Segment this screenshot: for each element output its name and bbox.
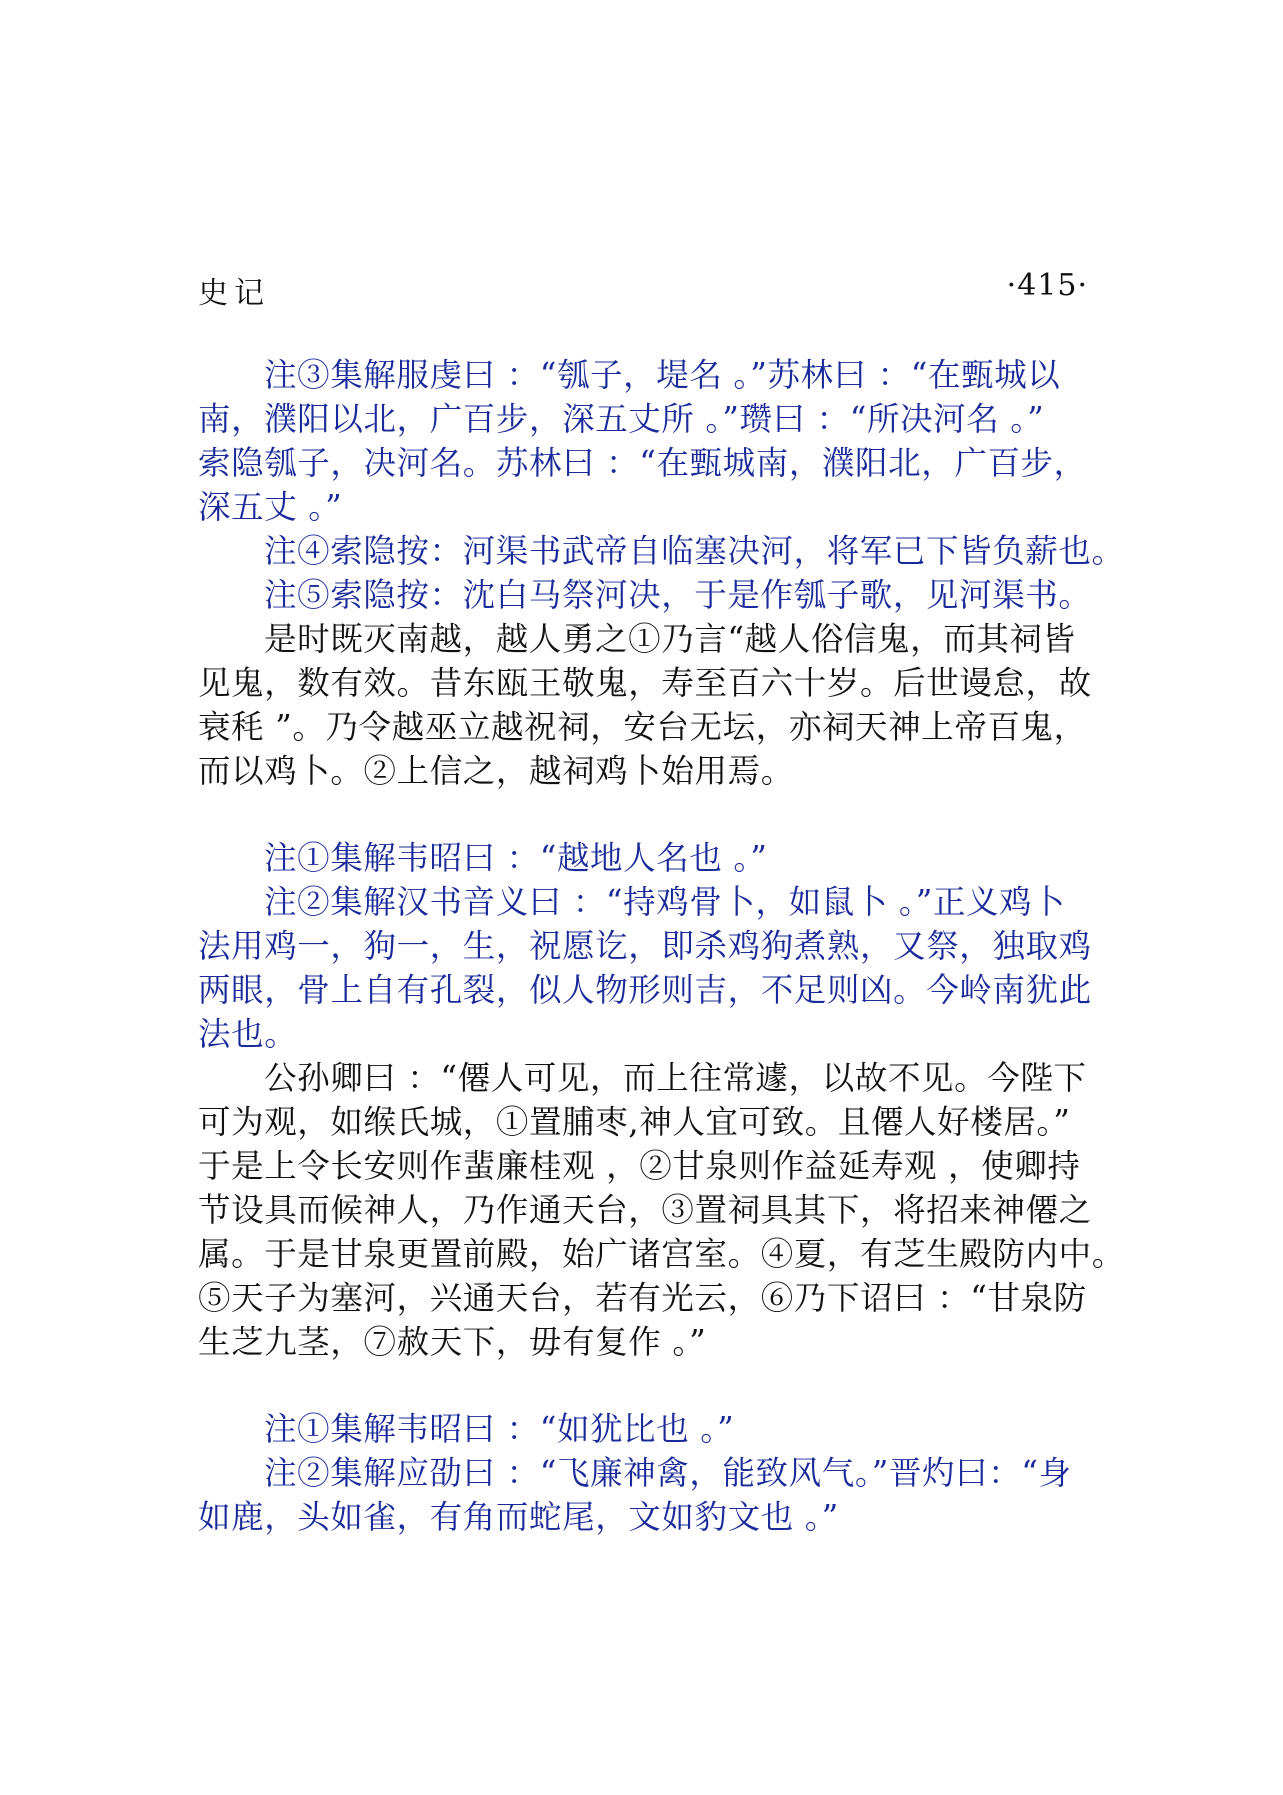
note-line: 注①集解韦昭曰 ：“如犹比也 。”	[264, 1410, 735, 1448]
note-line: 注④索隐按：河渠书武帝自临塞决河，将军已下皆负薪也。	[264, 532, 1125, 570]
book-title: 史记	[198, 276, 270, 311]
body-line: 节设具而候神人，乃作通天台，③置祠具其下，将招来神僊之	[198, 1191, 1092, 1229]
note-line: 注⑤索隐按：沈白马祭河决，于是作瓠子歌，见河渠书。	[264, 576, 1092, 614]
note-line: 如鹿，头如雀，有角而蛇尾，文如豹文也 。”	[198, 1498, 839, 1536]
note-line: 注③集解服虔曰 ：“瓠子，堤名 。”苏林曰 ：“在甄城以	[264, 356, 1061, 394]
body-line: ⑤天子为塞河，兴通天台，若有光云，⑥乃下诏曰 ：“甘泉防	[198, 1279, 1087, 1317]
body-line: 可为观，如缑氏城，①置脯枣,神人宜可致。且僊人好楼居。”	[198, 1103, 1071, 1141]
note-line: 两眼，骨上自有孔裂，似人物形则吉，不足则凶。今岭南犹此	[198, 971, 1092, 1009]
page-number: ·415·	[1006, 268, 1088, 303]
note-line: 注①集解韦昭曰 ：“越地人名也 。”	[264, 839, 768, 877]
body-line: 是时既灭南越，越人勇之①乃言“越人俗信鬼，而其祠皆	[264, 620, 1076, 658]
note-line: 法用鸡一，狗一，生，祝愿讫，即杀鸡狗煮熟，又祭，独取鸡	[198, 927, 1092, 965]
body-line: 而以鸡卜。②上信之，越祠鸡卜始用焉。	[198, 752, 794, 790]
note-line: 深五丈 。”	[198, 488, 343, 526]
body-line: 生芝九茎，⑦赦天下，毋有复作 。”	[198, 1323, 707, 1361]
note-line: 注②集解汉书音义曰 ：“持鸡骨卜，如鼠卜 。”正义鸡卜	[264, 883, 1066, 921]
body-line: 于是上令长安则作蜚廉桂观 ，②甘泉则作益延寿观 ，使卿持	[198, 1147, 1081, 1185]
note-line: 法也。	[198, 1015, 298, 1053]
body-line: 公孙卿曰 ：“僊人可见，而上往常遽，以故不见。今陛下	[264, 1059, 1087, 1097]
body-line: 属。于是甘泉更置前殿，始广诸宫室。④夏，有芝生殿防内中。	[198, 1235, 1125, 1273]
body-line: 见鬼，数有效。昔东瓯王敬鬼，寿至百六十岁。后世谩怠，故	[198, 664, 1092, 702]
body-line: 衰秏 ”。乃令越巫立越祝祠，安台无坛，亦祠天神上帝百鬼，	[198, 708, 1087, 746]
running-header	[198, 262, 1088, 312]
note-line: 注②集解应劭曰 ：“飞廉神禽，能致风气。”晋灼曰：“身	[264, 1454, 1072, 1492]
note-line: 南，濮阳以北，广百步，深五丈所 。”瓒曰 ：“所决河名 。”	[198, 400, 1045, 438]
note-line: 索隐瓠子，决河名。苏林曰 ：“在甄城南，濮阳北，广百步，	[198, 444, 1087, 482]
